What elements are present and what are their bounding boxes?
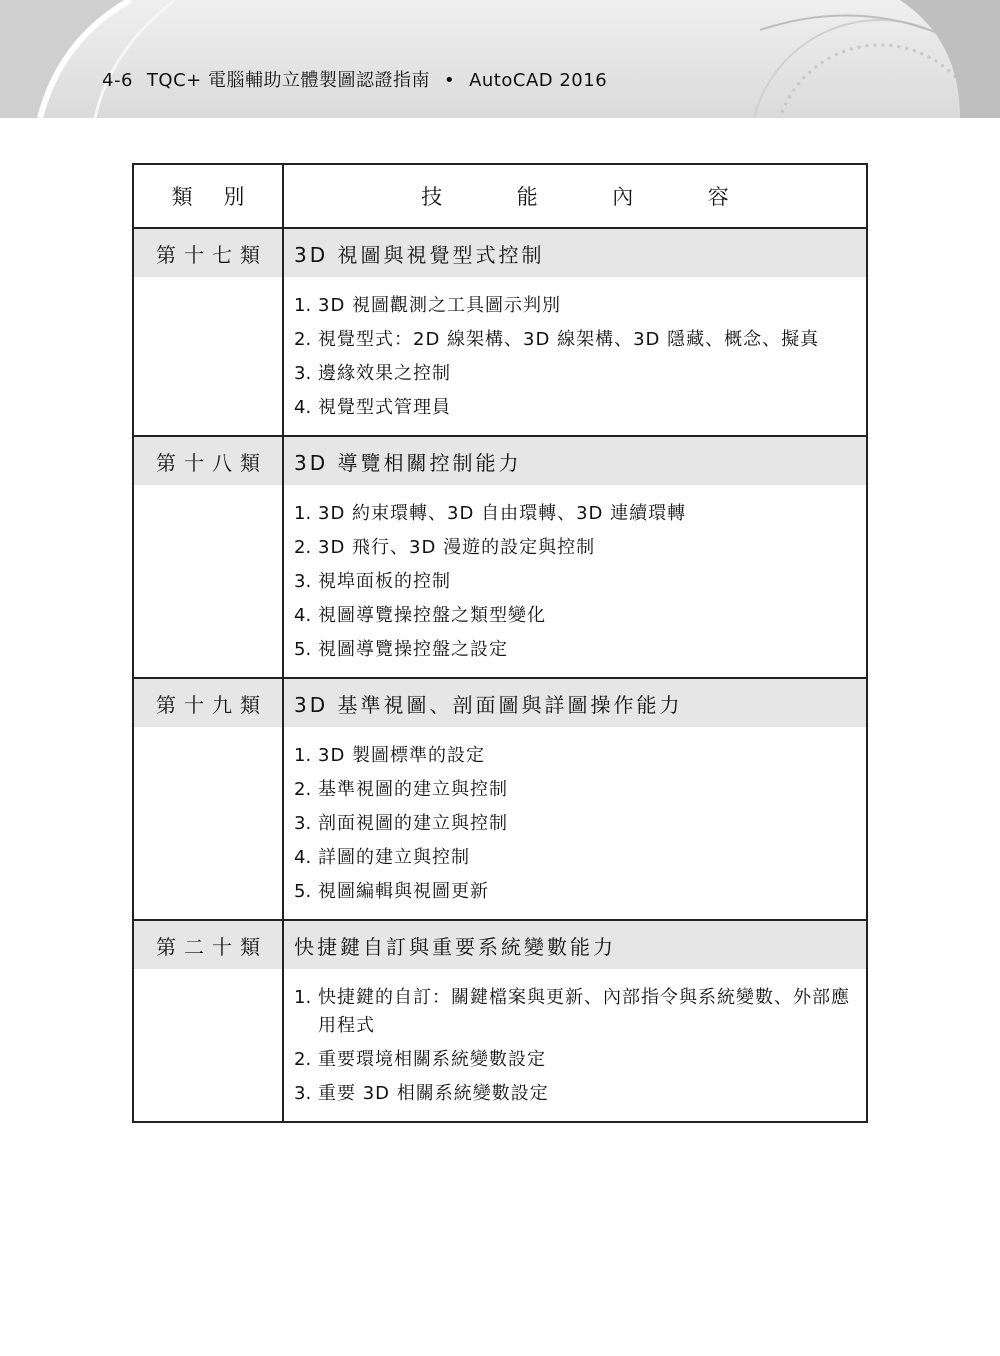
content-column-header	[283, 164, 867, 228]
items-row	[133, 727, 867, 920]
list-item: 4. 視覺型式管理員	[294, 397, 451, 418]
list-item: 4. 視圖導覽操控盤之類型變化	[294, 605, 546, 626]
software-name: AutoCAD 2016	[469, 70, 608, 91]
list-item: 1. 3D 約束環轉、3D 自由環轉、3D 連續環轉	[294, 503, 687, 524]
content-header-char: 內	[612, 185, 634, 209]
category-name: 第十九類	[133, 678, 283, 727]
skill-list	[284, 969, 866, 1121]
empty-category-cell	[133, 969, 283, 1122]
category-name: 第十七類	[133, 228, 283, 277]
skill-list	[284, 277, 866, 435]
skill-list	[284, 485, 866, 677]
decorative-header-art	[0, 0, 1000, 118]
list-item: 3. 剖面視圖的建立與控制	[294, 813, 508, 834]
list-item: 2. 重要環境相關系統變數設定	[294, 1049, 546, 1070]
category-title: 3D 導覽相關控制能力	[283, 436, 867, 485]
category-row	[133, 228, 867, 277]
items-row	[133, 277, 867, 436]
list-item: 2. 基準視圖的建立與控制	[294, 779, 508, 800]
header-separator: •	[443, 70, 456, 91]
list-item: 1. 3D 視圖觀測之工具圖示判別	[294, 295, 562, 316]
running-header	[102, 66, 621, 92]
items-row	[133, 485, 867, 678]
category-name: 第十八類	[133, 436, 283, 485]
list-item: 3. 邊緣效果之控制	[294, 363, 451, 384]
list-item: 3. 視埠面板的控制	[294, 571, 451, 592]
category-row	[133, 436, 867, 485]
empty-category-cell	[133, 727, 283, 920]
category-row	[133, 678, 867, 727]
list-item: 4. 詳圖的建立與控制	[294, 847, 470, 868]
list-item: 5. 視圖導覽操控盤之設定	[294, 639, 508, 660]
book-title: TQC+ 電腦輔助立體製圖認證指南	[146, 70, 430, 91]
skills-table	[132, 163, 868, 1123]
table-header-row	[133, 164, 867, 228]
empty-category-cell	[133, 277, 283, 436]
category-title: 3D 視圖與視覺型式控制	[283, 228, 867, 277]
list-item: 5. 視圖編輯與視圖更新	[294, 881, 489, 902]
skill-list	[284, 727, 866, 919]
items-row	[133, 969, 867, 1122]
page-header-band	[0, 0, 1000, 118]
category-title: 快捷鍵自訂與重要系統變數能力	[283, 920, 867, 969]
category-column-header: 類 別	[133, 164, 283, 228]
empty-category-cell	[133, 485, 283, 678]
list-item: 3. 重要 3D 相關系統變數設定	[294, 1083, 549, 1104]
content-header-char: 技	[421, 185, 443, 209]
list-item: 1. 3D 製圖標準的設定	[294, 745, 486, 766]
content-header-char: 容	[707, 185, 729, 209]
content-header-char: 能	[516, 185, 538, 209]
page-number: 4-6	[102, 70, 133, 91]
list-item: 2. 視覺型式：2D 線架構、3D 線架構、3D 隱藏、概念、擬真	[294, 329, 820, 350]
category-title: 3D 基準視圖、剖面圖與詳圖操作能力	[283, 678, 867, 727]
category-name: 第二十類	[133, 920, 283, 969]
list-item: 2. 3D 飛行、3D 漫遊的設定與控制	[294, 537, 596, 558]
category-row	[133, 920, 867, 969]
list-item: 1. 快捷鍵的自訂：關鍵檔案與更新、內部指令與系統變數、外部應用程式	[294, 987, 850, 1036]
